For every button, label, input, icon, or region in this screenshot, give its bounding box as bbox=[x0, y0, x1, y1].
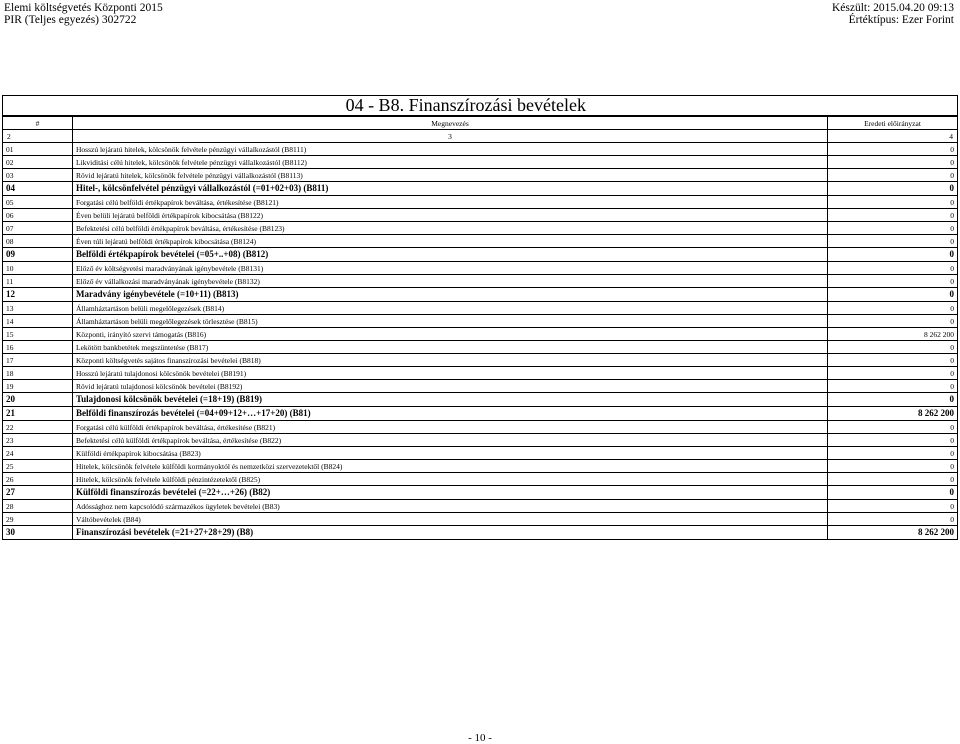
row-name: Külföldi értékpapírok kibocsátása (B823) bbox=[73, 447, 828, 460]
table-row bbox=[3, 235, 958, 248]
page-number: - 10 - bbox=[468, 732, 492, 744]
table-row bbox=[3, 196, 958, 209]
row-name: Tulajdonosi kölcsönök bevételei (=18+19) (B819) bbox=[73, 393, 828, 407]
table-row bbox=[3, 156, 958, 169]
column-header-name: Megnevezés bbox=[73, 117, 828, 130]
row-value: 0 bbox=[828, 235, 958, 248]
row-value: 0 bbox=[828, 222, 958, 235]
row-name: Központi, irányító szervi támogatás (B816) bbox=[73, 328, 828, 341]
row-value: 0 bbox=[828, 288, 958, 302]
table-row bbox=[3, 473, 958, 486]
table-row bbox=[3, 460, 958, 473]
row-id: 17 bbox=[3, 354, 73, 367]
table-title: 04 - B8. Finanszírozási bevételek bbox=[2, 95, 958, 116]
table-row bbox=[3, 421, 958, 434]
table-row bbox=[3, 169, 958, 182]
row-name: Államháztartáson belüli megelőlegezések törlesztése (B815) bbox=[73, 315, 828, 328]
row-value: 0 bbox=[828, 447, 958, 460]
row-id: 28 bbox=[3, 500, 73, 513]
table-row bbox=[3, 275, 958, 288]
table-row bbox=[3, 380, 958, 393]
column-number-name: 3 bbox=[73, 130, 828, 143]
row-id: 12 bbox=[3, 288, 73, 302]
institution-id: PIR (Teljes egyezés) 302722 bbox=[4, 14, 137, 26]
financing-revenue-table bbox=[2, 116, 958, 540]
row-name: Hitelek, kölcsönök felvétele külföldi pénzintézetektől (B825) bbox=[73, 473, 828, 486]
column-header-row bbox=[3, 117, 958, 130]
table-row bbox=[3, 262, 958, 275]
table-row bbox=[3, 434, 958, 447]
row-id: 21 bbox=[3, 407, 73, 421]
column-number-row bbox=[3, 130, 958, 143]
row-name: Éven belüli lejáratú belföldi értékpapírok kibocsátása (B8122) bbox=[73, 209, 828, 222]
row-value: 0 bbox=[828, 196, 958, 209]
column-number-value: 4 bbox=[828, 130, 958, 143]
table-row bbox=[3, 328, 958, 341]
table-row bbox=[3, 288, 958, 302]
row-name: Hosszú lejáratú tulajdonosi kölcsönök bevételei (B8191) bbox=[73, 367, 828, 380]
row-id: 04 bbox=[3, 182, 73, 196]
row-value: 0 bbox=[828, 473, 958, 486]
table-row bbox=[3, 222, 958, 235]
row-name: Előző év vállalkozási maradványának igénybevétele (B8132) bbox=[73, 275, 828, 288]
row-name: Belföldi értékpapírok bevételei (=05+..+08) (B812) bbox=[73, 248, 828, 262]
row-id: 23 bbox=[3, 434, 73, 447]
row-id: 27 bbox=[3, 486, 73, 500]
row-value: 0 bbox=[828, 275, 958, 288]
row-value: 0 bbox=[828, 354, 958, 367]
row-value: 8 262 200 bbox=[828, 407, 958, 421]
row-id: 05 bbox=[3, 196, 73, 209]
row-name: Rövid lejáratú hitelek, kölcsönök felvétele pénzügyi vállalkozástól (B8113) bbox=[73, 169, 828, 182]
row-id: 10 bbox=[3, 262, 73, 275]
table-row bbox=[3, 341, 958, 354]
row-value: 0 bbox=[828, 248, 958, 262]
row-id: 11 bbox=[3, 275, 73, 288]
row-value: 0 bbox=[828, 500, 958, 513]
table-row bbox=[3, 367, 958, 380]
row-id: 07 bbox=[3, 222, 73, 235]
row-value: 0 bbox=[828, 393, 958, 407]
column-header-value: Eredeti előirányzat bbox=[828, 117, 958, 130]
row-name: Államháztartáson belüli megelőlegezések (B814) bbox=[73, 302, 828, 315]
row-name: Hosszú lejáratú hitelek, kölcsönök felvétele pénzügyi vállalkozástól (B8111) bbox=[73, 143, 828, 156]
row-name: Rövid lejáratú tulajdonosi kölcsönök bevételei (B8192) bbox=[73, 380, 828, 393]
row-id: 08 bbox=[3, 235, 73, 248]
row-name: Befektetési célú belföldi értékpapírok beváltása, értékesítése (B8123) bbox=[73, 222, 828, 235]
row-name: Maradvány igénybevétele (=10+11) (B813) bbox=[73, 288, 828, 302]
row-id: 15 bbox=[3, 328, 73, 341]
table-row bbox=[3, 486, 958, 500]
row-id: 02 bbox=[3, 156, 73, 169]
row-value: 0 bbox=[828, 302, 958, 315]
row-name: Adóssághoz nem kapcsolódó származékos ügyletek bevételei (B83) bbox=[73, 500, 828, 513]
row-name: Külföldi finanszírozás bevételei (=22+…+26) (B82) bbox=[73, 486, 828, 500]
table-row bbox=[3, 315, 958, 328]
row-value: 0 bbox=[828, 182, 958, 196]
row-id: 01 bbox=[3, 143, 73, 156]
row-value: 0 bbox=[828, 341, 958, 354]
row-name: Befektetési célú külföldi értékpapírok beváltása, értékesítése (B822) bbox=[73, 434, 828, 447]
report-name: Elemi költségvetés Központi 2015 bbox=[4, 2, 163, 14]
row-value: 0 bbox=[828, 421, 958, 434]
table-row bbox=[3, 354, 958, 367]
table-row bbox=[3, 500, 958, 513]
row-value: 0 bbox=[828, 143, 958, 156]
table-row bbox=[3, 393, 958, 407]
row-id: 06 bbox=[3, 209, 73, 222]
row-value: 0 bbox=[828, 460, 958, 473]
row-value: 0 bbox=[828, 169, 958, 182]
row-value: 0 bbox=[828, 209, 958, 222]
row-name: Váltóbevételek (B84) bbox=[73, 513, 828, 526]
row-name: Likviditási célú hitelek, kölcsönök felvétele pénzügyi vállalkozástól (B8112) bbox=[73, 156, 828, 169]
row-name: Éven túli lejáratú belföldi értékpapírok kibocsátása (B8124) bbox=[73, 235, 828, 248]
row-id: 25 bbox=[3, 460, 73, 473]
row-id: 29 bbox=[3, 513, 73, 526]
table-row bbox=[3, 447, 958, 460]
row-value: 0 bbox=[828, 434, 958, 447]
table-row bbox=[3, 143, 958, 156]
row-id: 09 bbox=[3, 248, 73, 262]
row-id: 26 bbox=[3, 473, 73, 486]
row-name: Forgatási célú belföldi értékpapírok beváltása, értékesítése (B8121) bbox=[73, 196, 828, 209]
table-row bbox=[3, 182, 958, 196]
table-row bbox=[3, 407, 958, 421]
row-value: 0 bbox=[828, 367, 958, 380]
table-row bbox=[3, 526, 958, 540]
table-row bbox=[3, 302, 958, 315]
row-value: 0 bbox=[828, 262, 958, 275]
column-number-id: 2 bbox=[3, 130, 73, 143]
row-id: 19 bbox=[3, 380, 73, 393]
row-id: 20 bbox=[3, 393, 73, 407]
row-name: Előző év költségvetési maradványának igénybevétele (B8131) bbox=[73, 262, 828, 275]
row-id: 30 bbox=[3, 526, 73, 540]
row-name: Központi költségvetés sajátos finanszírozási bevételei (B818) bbox=[73, 354, 828, 367]
table-row bbox=[3, 513, 958, 526]
table-row bbox=[3, 248, 958, 262]
row-id: 24 bbox=[3, 447, 73, 460]
row-value: 8 262 200 bbox=[828, 328, 958, 341]
row-value: 0 bbox=[828, 486, 958, 500]
value-type: Értéktípus: Ezer Forint bbox=[848, 14, 954, 26]
table-body bbox=[3, 143, 958, 540]
row-name: Hitelek, kölcsönök felvétele külföldi kormányoktól és nemzetközi szervezetektől (B824) bbox=[73, 460, 828, 473]
row-id: 22 bbox=[3, 421, 73, 434]
row-id: 13 bbox=[3, 302, 73, 315]
row-name: Lekötött bankbetétek megszüntetése (B817) bbox=[73, 341, 828, 354]
table-row bbox=[3, 209, 958, 222]
row-name: Belföldi finanszírozás bevételei (=04+09+12+…+17+20) (B81) bbox=[73, 407, 828, 421]
row-id: 16 bbox=[3, 341, 73, 354]
row-value: 8 262 200 bbox=[828, 526, 958, 540]
row-name: Hitel-, kölcsönfelvétel pénzügyi vállalkozástól (=01+02+03) (B811) bbox=[73, 182, 828, 196]
row-value: 0 bbox=[828, 156, 958, 169]
column-header-id: # bbox=[3, 117, 73, 130]
created-timestamp: Készült: 2015.04.20 09:13 bbox=[831, 2, 954, 14]
row-id: 03 bbox=[3, 169, 73, 182]
row-value: 0 bbox=[828, 315, 958, 328]
row-name: Finanszírozási bevételek (=21+27+28+29) (B8) bbox=[73, 526, 828, 540]
row-id: 18 bbox=[3, 367, 73, 380]
row-id: 14 bbox=[3, 315, 73, 328]
row-value: 0 bbox=[828, 513, 958, 526]
row-value: 0 bbox=[828, 380, 958, 393]
row-name: Forgatási célú külföldi értékpapírok beváltása, értékesítése (B821) bbox=[73, 421, 828, 434]
